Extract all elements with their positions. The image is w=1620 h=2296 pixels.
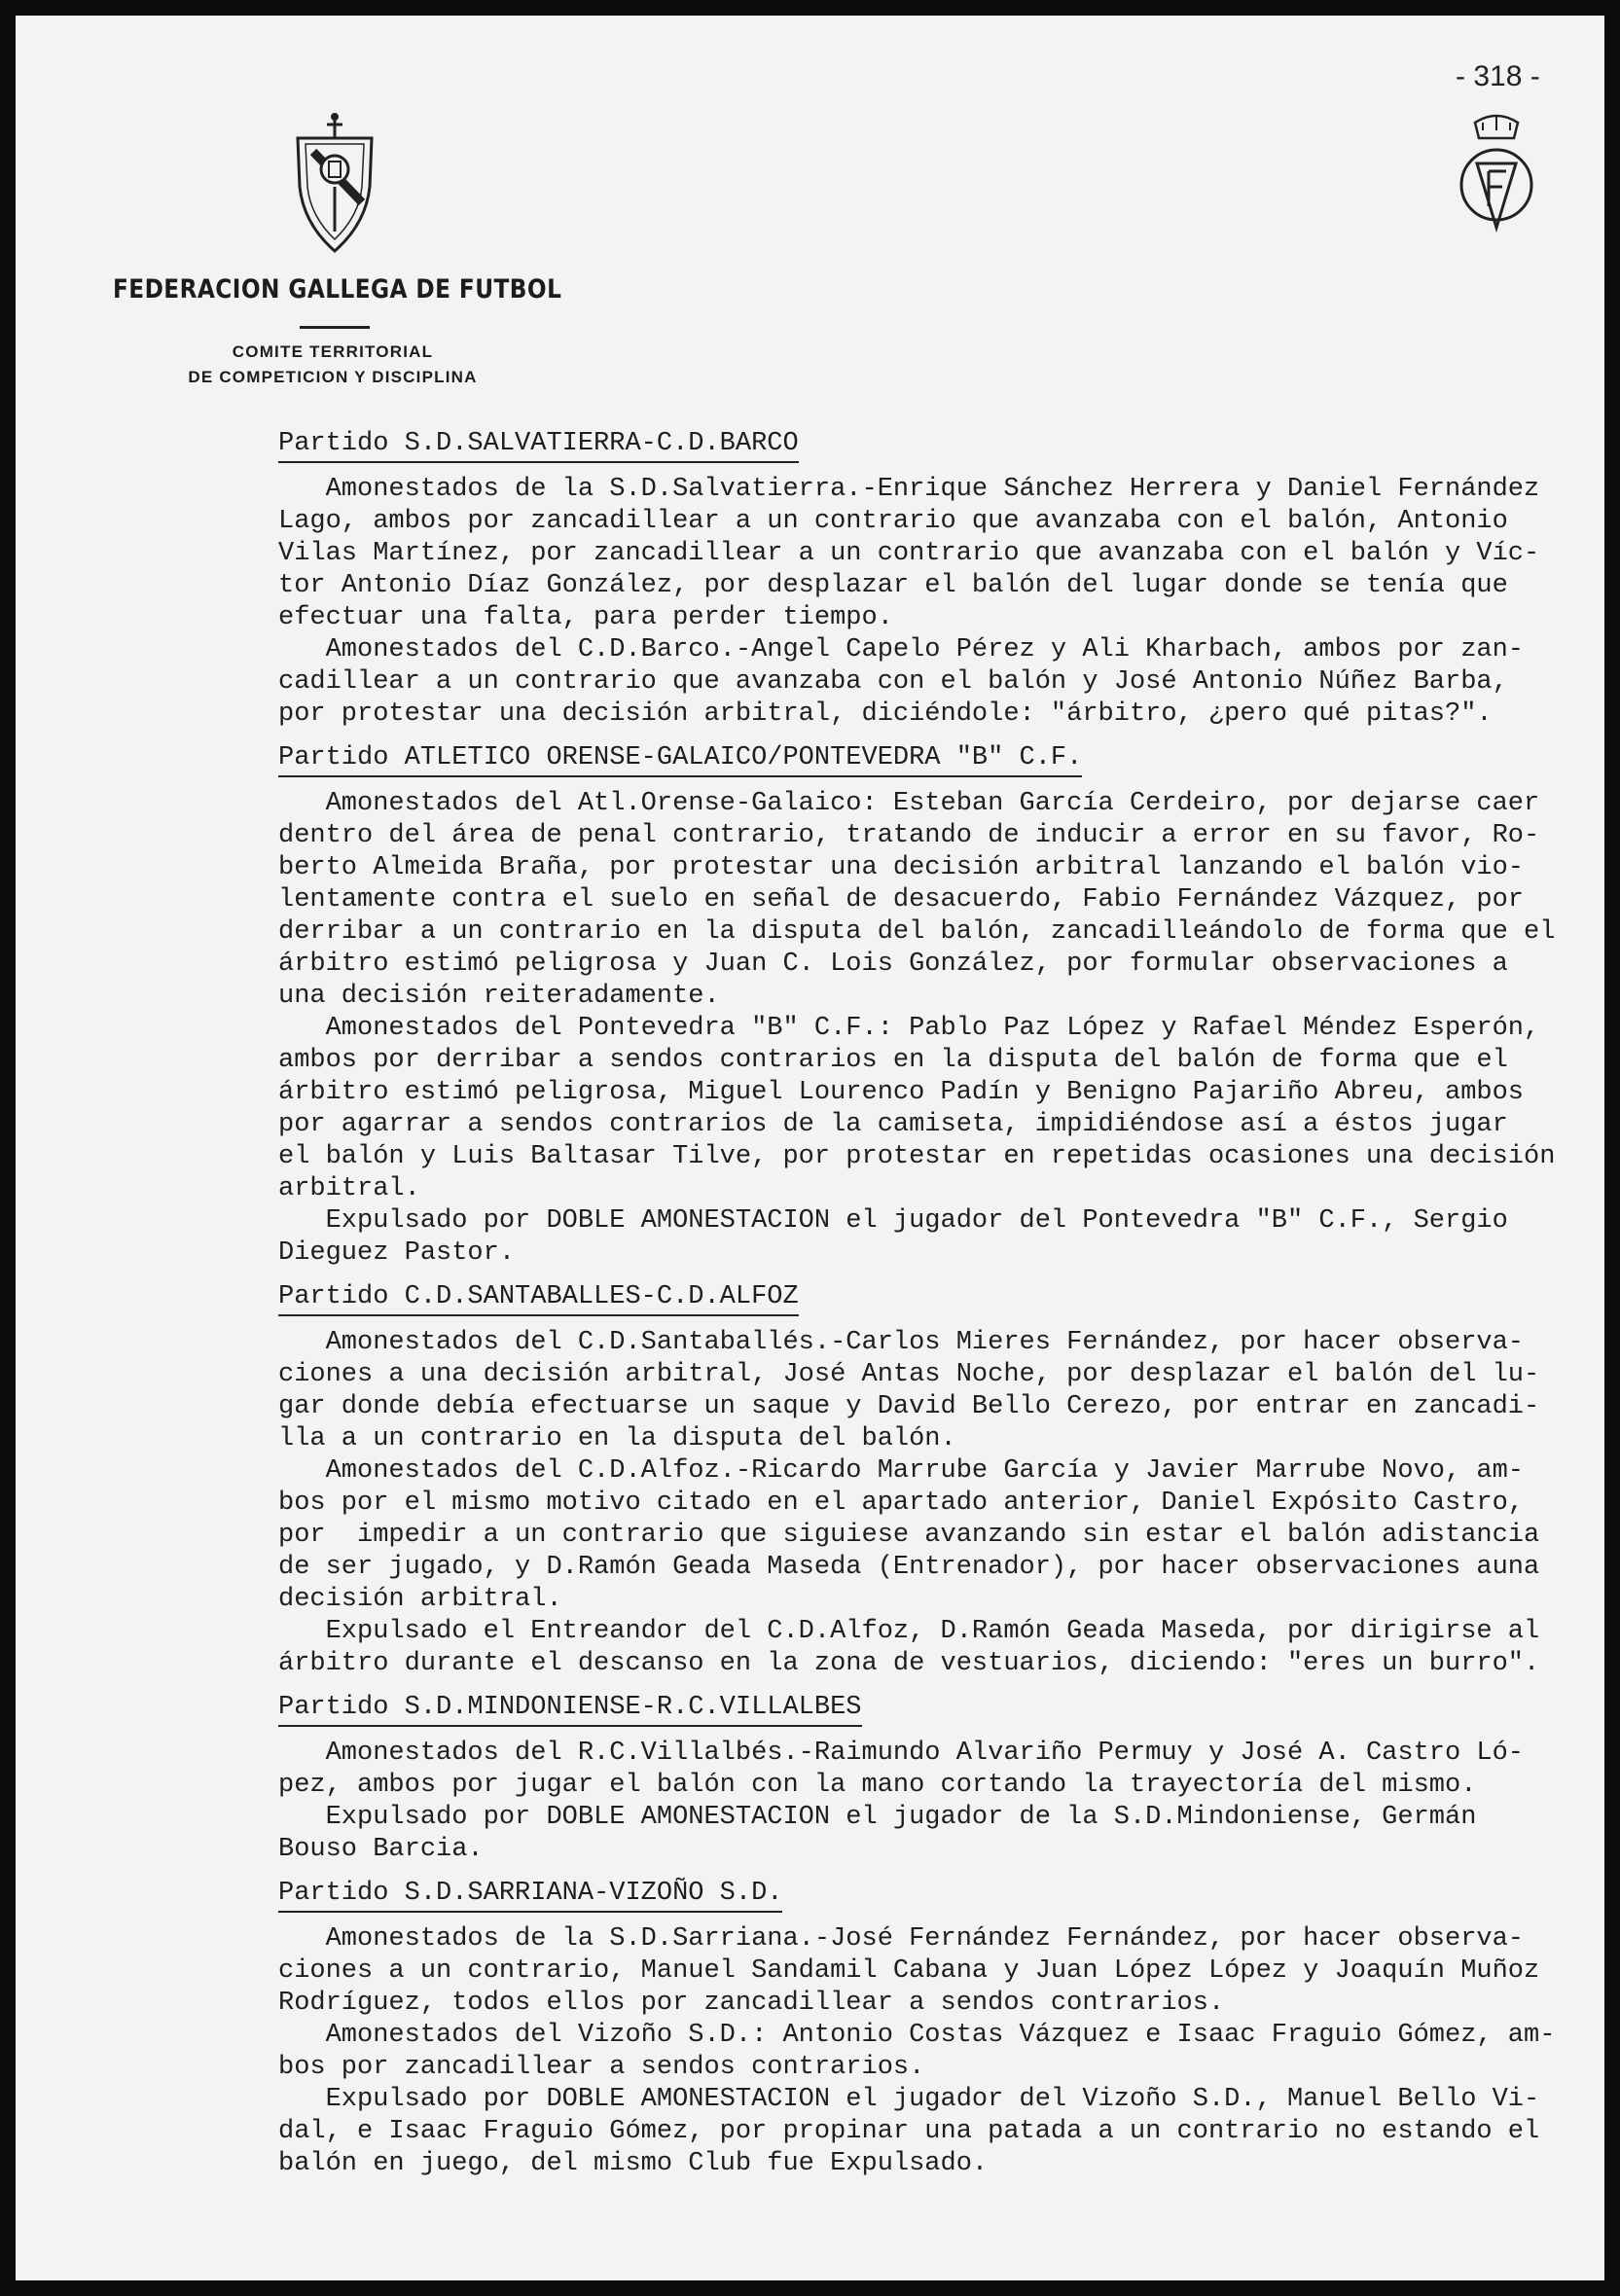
text-line: Amonestados del Vizoño S.D.: Antonio Costas Vázquez e Isaac Fraguio Gómez, am-	[278, 2021, 1556, 2050]
text-line: Amonestados del R.C.Villalbés.-Raimundo Alvariño Permuy y José A. Castro Ló-	[278, 1739, 1525, 1768]
match-title-row	[278, 742, 1606, 774]
text-line: Lago, ambos por zancadillear a un contrario que avanzaba con el balón, Antonio	[278, 507, 1508, 536]
sanction-paragraph	[278, 1923, 1606, 2020]
organization-name: FEDERACION GALLEGA DE FUTBOL	[113, 274, 562, 305]
sanction-paragraph	[278, 1802, 1606, 1866]
match-title: Partido ATLETICO ORENSE-GALAICO/PONTEVEDRA "B" C.F.	[278, 742, 1082, 777]
text-line: lentamente contra el suelo en señal de desacuerdo, Fabio Fernández Vázquez, por	[278, 885, 1525, 915]
text-line: pez, ambos por jugar el balón con la mano cortando la trayectoría del mismo.	[278, 1771, 1477, 1800]
sanction-paragraph	[278, 1738, 1606, 1802]
text-line: Vilas Martínez, por zancadillear a un contrario que avanzaba con el balón y Víc-	[278, 539, 1540, 568]
text-line: por agarrar a sendos contrarios de la camiseta, impidiéndose así a éstos jugar	[278, 1110, 1508, 1139]
match-title-row	[278, 1281, 1606, 1313]
text-line: una decisión reiteradamente.	[278, 982, 720, 1011]
text-line: Amonestados de la S.D.Sarriana.-José Fernández Fernández, por hacer observa-	[278, 1924, 1525, 1954]
text-line: Amonestados del C.D.Santaballés.-Carlos Mieres Fernández, por hacer observa-	[278, 1328, 1525, 1357]
sanction-paragraph	[278, 474, 1606, 634]
text-line: árbitro estimó peligrosa y Juan C. Lois González, por formular observaciones a	[278, 950, 1508, 979]
sanction-paragraph	[278, 1455, 1606, 1616]
page-number: - 318 -	[1456, 60, 1540, 92]
text-line: cadillear a un contrario que avanzaba con el balón y José Antonio Núñez Barba,	[278, 667, 1508, 697]
text-line: Amonestados del C.D.Barco.-Angel Capelo Pérez y Ali Kharbach, ambos por zan-	[278, 635, 1525, 664]
text-line: árbitro durante el descanso en la zona de vestuarios, diciendo: "eres un burro".	[278, 1649, 1540, 1678]
match-title: Partido C.D.SANTABALLES-C.D.ALFOZ	[278, 1281, 799, 1316]
text-line: lla a un contrario en la disputa del balón.	[278, 1424, 956, 1453]
text-line: Expulsado por DOBLE AMONESTACION el jugador del Pontevedra "B" C.F., Sergio	[278, 1206, 1508, 1236]
text-line: árbitro estimó peligrosa, Miguel Lourenco Padín y Benigno Pajariño Abreu, ambos	[278, 1078, 1525, 1107]
text-line: por protestar una decisión arbitral, diciéndole: "árbitro, ¿pero qué pitas?".	[278, 700, 1493, 729]
sanction-paragraph	[278, 1205, 1606, 1270]
text-line: ciones a una decisión arbitral, José Antas Noche, por desplazar el balón del lu-	[278, 1360, 1540, 1389]
text-line: Amonestados de la S.D.Salvatierra.-Enrique Sánchez Herrera y Daniel Fernández	[278, 475, 1540, 504]
match-section	[278, 1692, 1606, 1866]
sanction-paragraph	[278, 634, 1606, 731]
galician-federation-crest-icon	[284, 109, 385, 255]
text-line: el balón y Luis Baltasar Tilve, por protestar en repetidas ocasiones una decisión	[278, 1142, 1556, 1171]
text-line: por impedir a un contrario que siguiese avanzando sin estar el balón adistancia	[278, 1521, 1540, 1550]
text-line: Expulsado el Entreandor del C.D.Alfoz, D.Ramón Geada Maseda, por dirigirse al	[278, 1617, 1540, 1646]
spanish-federation-crest-icon	[1446, 109, 1547, 245]
text-line: de ser jugado, y D.Ramón Geada Maseda (Entrenador), por hacer observaciones auna	[278, 1553, 1540, 1582]
sanction-paragraph	[278, 2020, 1606, 2084]
match-section	[278, 1878, 1606, 2180]
text-line: bos por zancadillear a sendos contrarios.	[278, 2053, 925, 2082]
text-line: tor Antonio Díaz González, por desplazar el balón del lugar donde se tenía que	[278, 571, 1508, 600]
sanction-paragraph	[278, 788, 1606, 1013]
text-line: arbitral.	[278, 1174, 420, 1203]
match-section	[278, 742, 1606, 1270]
text-line: dentro del área de penal contrario, tratando de inducir a error en su favor, Ro-	[278, 821, 1540, 850]
text-line: Dieguez Pastor.	[278, 1238, 516, 1268]
sanction-paragraph	[278, 2084, 1606, 2180]
match-title-row	[278, 428, 1606, 460]
match-section	[278, 1281, 1606, 1680]
text-line: balón en juego, del mismo Club fue Expulsado.	[278, 2149, 989, 2178]
text-line: Amonestados del C.D.Alfoz.-Ricardo Marrube García y Javier Marrube Novo, am-	[278, 1456, 1525, 1486]
text-line: derribar a un contrario en la disputa del balón, zancadilleándolo de forma que el	[278, 917, 1556, 947]
text-line: Expulsado por DOBLE AMONESTACION el jugador de la S.D.Mindoniense, Germán	[278, 1803, 1477, 1832]
text-line: efectuar una falta, para perder tiempo.	[278, 603, 893, 632]
document-page	[16, 16, 1604, 2280]
text-line: berto Almeida Braña, por protestar una decisión arbitral lanzando el balón vio-	[278, 853, 1525, 882]
match-title: Partido S.D.SARRIANA-VIZOÑO S.D.	[278, 1878, 782, 1913]
sanction-paragraph	[278, 1616, 1606, 1680]
committee-name	[113, 340, 553, 390]
text-line: ambos por derribar a sendos contrarios en la disputa del balón de forma que el	[278, 1046, 1508, 1075]
text-line: decisión arbitral.	[278, 1585, 562, 1614]
committee-line-1: COMITE TERRITORIAL	[232, 342, 434, 361]
text-line: Amonestados del Atl.Orense-Galaico: Esteban García Cerdeiro, por dejarse caer	[278, 789, 1540, 818]
match-section	[278, 428, 1606, 731]
text-line: bos por el mismo motivo citado en el apartado anterior, Daniel Expósito Castro,	[278, 1489, 1525, 1518]
match-title: Partido S.D.MINDONIENSE-R.C.VILLALBES	[278, 1692, 862, 1727]
match-title-row	[278, 1692, 1606, 1724]
text-line: Bouso Barcia.	[278, 1835, 484, 1864]
text-line: Rodríguez, todos ellos por zancadillear a sendos contrarios.	[278, 1989, 1225, 2018]
match-title: Partido S.D.SALVATIERRA-C.D.BARCO	[278, 428, 799, 463]
text-line: gar donde debía efectuarse un saque y David Bello Cerezo, por entrar en zancadi-	[278, 1392, 1540, 1421]
match-title-row	[278, 1878, 1606, 1910]
sanction-paragraph	[278, 1327, 1606, 1455]
sanction-paragraph	[278, 1013, 1606, 1205]
text-line: dal, e Isaac Fraguio Gómez, por propinar una patada a un contrario no estando el	[278, 2117, 1540, 2146]
header-divider	[300, 326, 370, 329]
committee-line-2: DE COMPETICION Y DISCIPLINA	[188, 368, 478, 386]
text-line: ciones a un contrario, Manuel Sandamil Cabana y Juan López López y Joaquín Muñoz	[278, 1956, 1540, 1986]
document-body	[278, 428, 1606, 2192]
text-line: Expulsado por DOBLE AMONESTACION el jugador del Vizoño S.D., Manuel Bello Vi-	[278, 2085, 1540, 2114]
text-line: Amonestados del Pontevedra "B" C.F.: Pablo Paz López y Rafael Méndez Esperón,	[278, 1014, 1540, 1043]
